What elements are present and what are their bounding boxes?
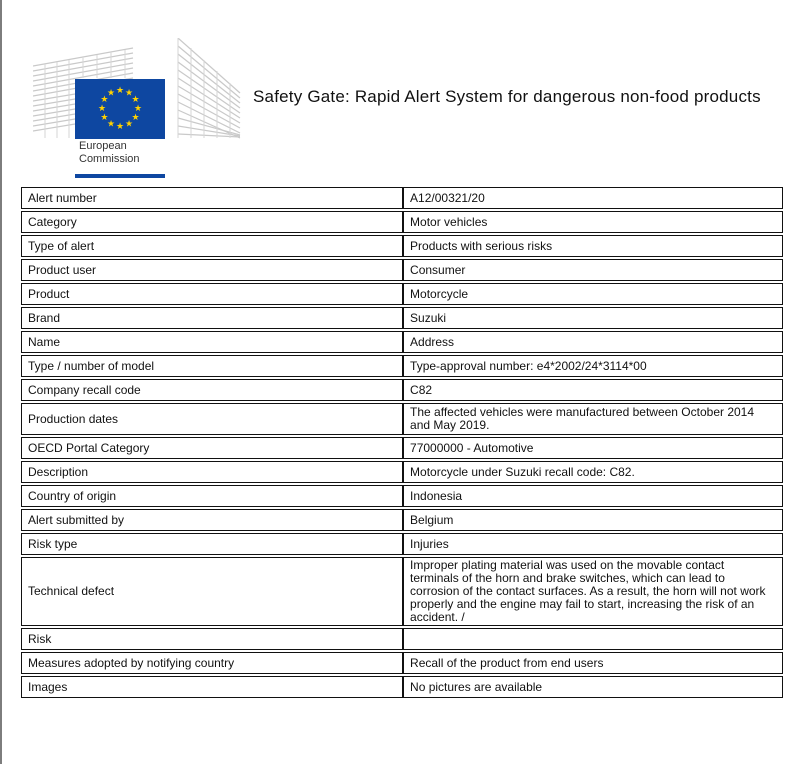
svg-text:★: ★	[100, 113, 109, 123]
row-value: Motor vehicles	[403, 211, 783, 233]
row-label: Alert submitted by	[21, 509, 403, 531]
row-label: Country of origin	[21, 485, 403, 507]
row-value: Belgium	[403, 509, 783, 531]
european-commission-logo	[33, 38, 243, 178]
svg-text:★: ★	[133, 104, 143, 114]
row-value: Injuries	[403, 533, 783, 555]
row-label: Category	[21, 211, 403, 233]
table-row	[21, 283, 783, 305]
table-row	[21, 652, 783, 674]
row-label: Name	[21, 331, 403, 353]
alert-details-table	[21, 185, 783, 700]
row-label: Product user	[21, 259, 403, 281]
row-value: Motorcycle under Suzuki recall code: C82.	[403, 461, 783, 483]
row-label: Product	[21, 283, 403, 305]
row-label: Description	[21, 461, 403, 483]
logo-text	[79, 140, 169, 166]
table-row	[21, 379, 783, 401]
row-label: Brand	[21, 307, 403, 329]
row-label: Production dates	[21, 403, 403, 435]
logo-underline	[75, 174, 165, 178]
svg-text:★: ★	[131, 113, 140, 123]
svg-text:★: ★	[115, 86, 125, 96]
row-label: Technical defect	[21, 557, 403, 626]
row-value: The affected vehicles were manufactured between October 2014 and May 2019.	[403, 403, 783, 435]
table-row	[21, 533, 783, 555]
table-row	[21, 628, 783, 650]
svg-text:★: ★	[106, 119, 116, 130]
table-row	[21, 557, 783, 626]
logo-text-line2: Commission	[79, 153, 140, 165]
row-label: OECD Portal Category	[21, 437, 403, 459]
svg-text:★: ★	[106, 88, 116, 99]
svg-text:★: ★	[124, 88, 134, 99]
table-row	[21, 437, 783, 459]
table-row	[21, 211, 783, 233]
row-value: 77000000 - Automotive	[403, 437, 783, 459]
left-border-rule	[0, 0, 2, 764]
row-label: Alert number	[21, 187, 403, 209]
table-row	[21, 509, 783, 531]
row-value: Recall of the product from end users	[403, 652, 783, 674]
row-label: Risk	[21, 628, 403, 650]
logo-text-line1: European	[79, 140, 127, 152]
svg-text:★: ★	[115, 122, 125, 132]
row-value: No pictures are available	[403, 676, 783, 698]
row-value: Products with serious risks	[403, 235, 783, 257]
svg-text:★: ★	[100, 95, 109, 105]
row-value: A12/00321/20	[403, 187, 783, 209]
page-title: Safety Gate: Rapid Alert System for dangerous non-food products	[253, 87, 761, 106]
row-value: C82	[403, 379, 783, 401]
table-row	[21, 307, 783, 329]
row-value: Address	[403, 331, 783, 353]
row-value: Improper plating material was used on the movable contact terminals of the horn and brake switches, which can lead to corrosion of the contact surfaces. As a result, the horn will not work properly and the engine may fail to start, increasing the risk of an accident. /	[403, 557, 783, 626]
table-row	[21, 485, 783, 507]
row-label: Risk type	[21, 533, 403, 555]
svg-text:★: ★	[97, 104, 107, 114]
table-row	[21, 355, 783, 377]
row-value	[403, 628, 783, 650]
row-value: Consumer	[403, 259, 783, 281]
eu-flag-icon	[75, 79, 165, 139]
svg-text:★: ★	[131, 95, 140, 105]
table-row	[21, 403, 783, 435]
row-value: Suzuki	[403, 307, 783, 329]
table-row	[21, 187, 783, 209]
row-value: Type-approval number: e4*2002/24*3114*00	[403, 355, 783, 377]
table-row	[21, 676, 783, 698]
table-row	[21, 259, 783, 281]
table-row	[21, 461, 783, 483]
table-row	[21, 331, 783, 353]
row-label: Type of alert	[21, 235, 403, 257]
svg-text:★: ★	[124, 119, 134, 130]
row-label: Measures adopted by notifying country	[21, 652, 403, 674]
row-label: Images	[21, 676, 403, 698]
row-label: Type / number of model	[21, 355, 403, 377]
table-row	[21, 235, 783, 257]
row-label: Company recall code	[21, 379, 403, 401]
row-value: Motorcycle	[403, 283, 783, 305]
row-value: Indonesia	[403, 485, 783, 507]
